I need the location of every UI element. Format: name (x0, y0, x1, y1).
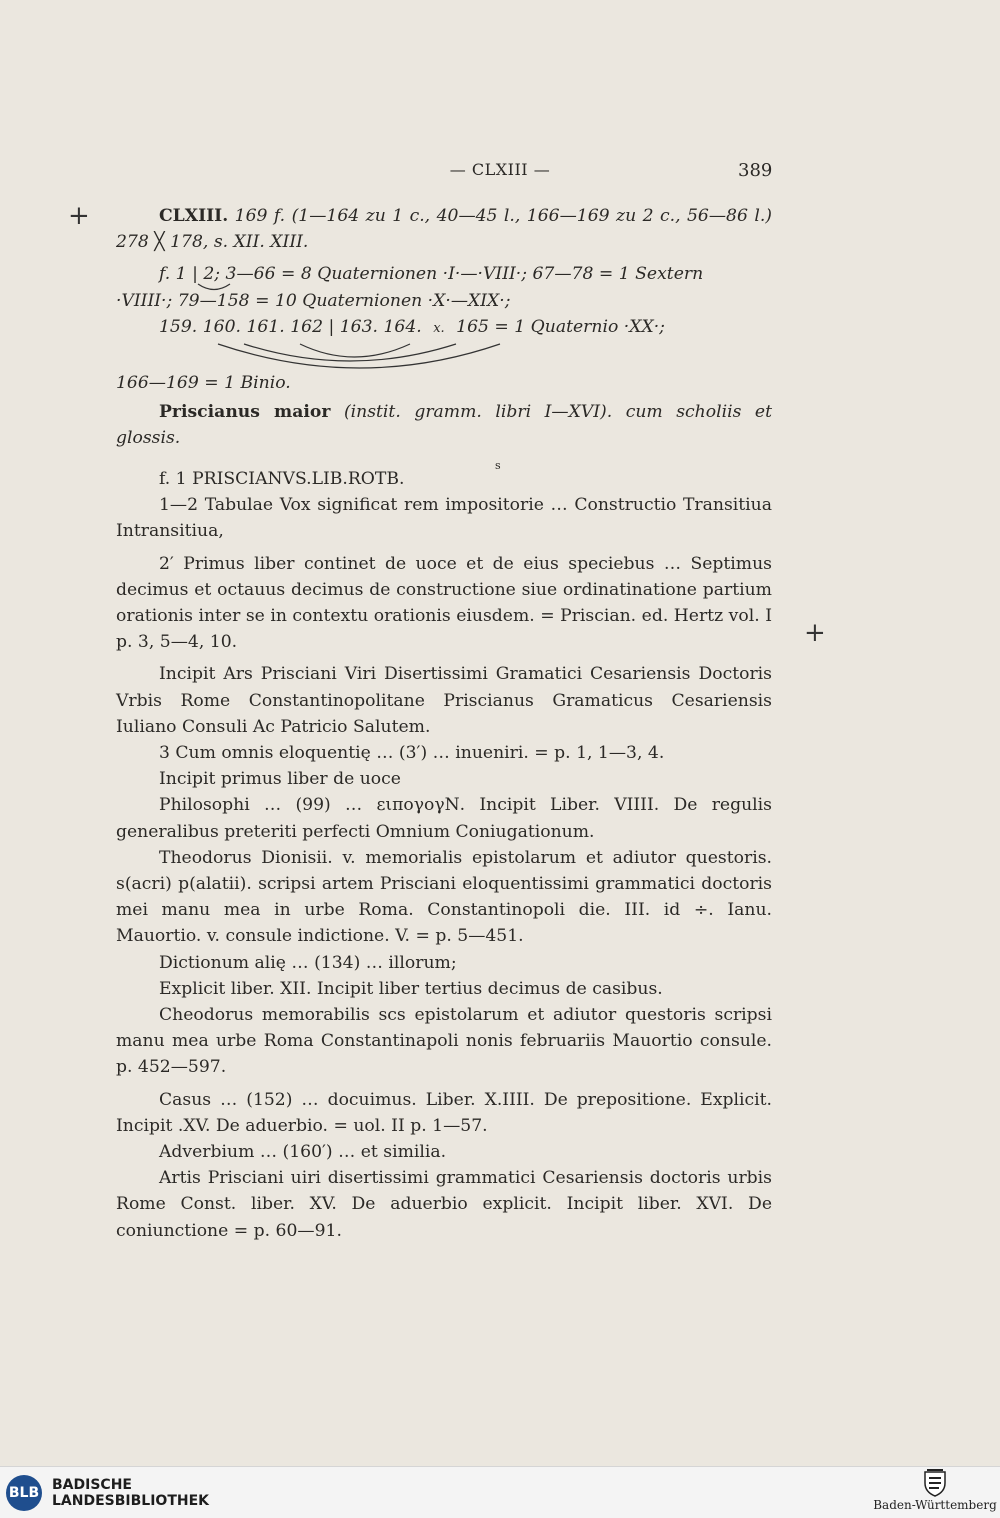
entry-heading-block (116, 203, 772, 452)
coat-of-arms-icon (922, 1469, 948, 1497)
quires-line-4: 166—169 = 1 Binio. (116, 373, 291, 394)
paragraph-14: Artis Prisciani uiri disertissimi grammatici Cesariensis doctoris urbis Rome Const. liber. XV. De aduerbio explicit. Incipit liber. XVI. De coniunctione = p. 60—91. (116, 1168, 772, 1241)
paragraph-5: 3 Cum omnis eloquentię … (3′) … inueniri. = p. 1, 1—3, 4. (159, 743, 665, 764)
quires-line-2: ·VIIII·; 79—158 = 10 Quaternionen ·X·—XIX·; (116, 290, 511, 311)
left-margin-mark: + (68, 201, 90, 231)
entry-collation: 169 f. (1—164 zu 1 c., 40—45 l., 166—169 zu 2 c., 56—86 l.) 278 ╳ 178, s. XII. XIII. (116, 206, 772, 253)
paragraph-8: Theodorus Dionisii. v. memorialis epistolarum et adiutor questoris. s(acri) p(alatii). scripsi artem Prisciani eloquentissimi grammatici doctoris mei manu mea in urbe Roma. Constantinopoli die. III. id ÷. Ianu. Mauortio. v. consule indictione. V. = p. 5—451. (116, 847, 772, 947)
work-title: Priscianus maior (instit. gramm. libri I—XVI). cum scholiis et glossis. (116, 402, 773, 449)
paragraph-12: Casus … (152) … docuimus. Liber. X.IIII. De prepositione. Explicit. Incipit .XV. De aduerbio. = uol. II p. 1—57. (116, 1089, 772, 1136)
page-number: 389 (738, 160, 773, 181)
blb-logo-icon[interactable]: BLB (6, 1475, 42, 1511)
right-margin-mark: + (804, 618, 826, 648)
paragraph-3: 2′ Primus liber continet de uoce et de eius speciebus … Septimus decimus et octauus decimus de constructione siue ordinatinatione partium orationis inter se in contextu orationis eiusdem. = Priscian. ed. Hertz vol. I p. 3, 5—4, 10. (116, 553, 772, 653)
state-name: Baden-Württemberg (873, 1498, 997, 1512)
paragraph-7: Philosophi … (99) … ειπογογΝ. Incipit Liber. VIIII. De regulis generalibus preteriti perfecti Omnium Coniugationum. (116, 795, 772, 842)
quires-line-3: 159. 160. 161. 162 | 163. 164. x. 165 = 1 Quaternio ·XX·; (159, 316, 665, 337)
entry-number: CLXIII. (159, 206, 229, 226)
paragraph-9: Dictionum alię … (134) … illorum; (159, 952, 457, 973)
paragraph-11: Cheodorus memorabilis scs epistolarum et adiutor questoris scripsi manu mea urbe Roma Constantinapoli nonis februariis Mauortio consule. p. 452—597. (116, 1005, 772, 1078)
quires-line-1: f. 1 | 2; 3—66 = 8 Quaternionen ·I·—·VIII·; 67—78 = 1 Sextern (159, 264, 704, 285)
library-name[interactable]: BADISCHE LANDESBIBLIOTHEK (52, 1477, 210, 1509)
paragraph-1: f. 1 PRISCIANVS.LIB.ROTB. s (159, 459, 501, 489)
paragraph-4: Incipit Ars Prisciani Viri Disertissimi Gramatici Cesariensis Doctoris Vrbis Rome Constantinopolitane Priscianus Gramaticus Cesariensis Iuliano Consuli Ac Patricio Salutem. (116, 664, 772, 737)
footer-bar (0, 1466, 1000, 1518)
paragraph-2: 1—2 Tabulae Vox significat rem impositorie … Constructio Transitiua Intransitiua, (116, 495, 772, 542)
entry-body (116, 459, 772, 1244)
paragraph-10: Explicit liber. XII. Incipit liber tertius decimus de casibus. (159, 978, 663, 999)
paragraph-6: Incipit primus liber de uoce (159, 769, 401, 790)
paragraph-13: Adverbium … (160′) … et similia. (159, 1142, 447, 1163)
running-header: — CLXIII — (449, 160, 551, 179)
